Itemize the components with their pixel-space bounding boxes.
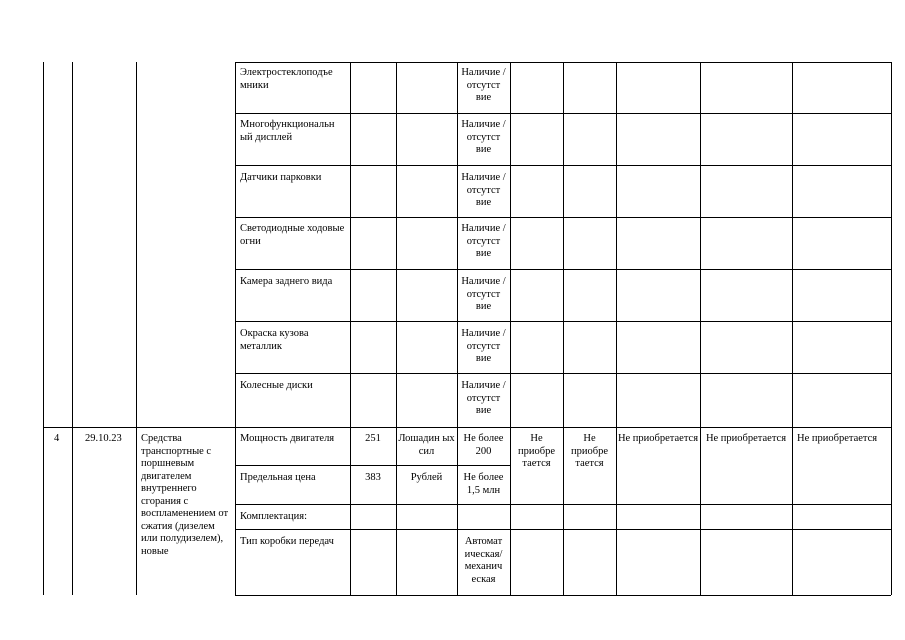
row-line bbox=[235, 217, 891, 218]
row-line bbox=[235, 595, 891, 596]
presence-text: Наличие /отсутст вие bbox=[461, 380, 506, 416]
char-requirement: Не более 200 bbox=[463, 433, 504, 457]
presence-text: Наличие /отсутст вие bbox=[461, 276, 506, 312]
item-date: 29.10.23 bbox=[85, 433, 122, 444]
char-requirement: Не более 1,5 млн bbox=[463, 472, 504, 496]
char-value: 383 bbox=[365, 472, 381, 483]
row-line bbox=[235, 321, 891, 322]
col-number-line bbox=[72, 62, 73, 595]
row-line bbox=[235, 427, 891, 428]
item4-top-line bbox=[43, 427, 236, 428]
item-description: Средства транспортные с поршневым двигателем внутреннего сгорания с воспламенением от сжатия (дизелем или полудизелем), новые bbox=[141, 433, 229, 557]
col-unit-line bbox=[396, 62, 397, 595]
row-line bbox=[235, 165, 891, 166]
row-line bbox=[235, 269, 891, 270]
row-line bbox=[235, 113, 891, 114]
left-border-line bbox=[43, 62, 44, 595]
presence-text: Наличие /отсутст вие bbox=[461, 172, 506, 208]
char-name: Тип коробки передач bbox=[240, 536, 334, 547]
col-value-line bbox=[350, 62, 351, 595]
row-line bbox=[235, 529, 891, 530]
status-cell: Не приобретается bbox=[617, 433, 699, 444]
item-number: 4 bbox=[54, 433, 60, 444]
status-cell: Не приобре тается bbox=[571, 433, 608, 469]
char-name: Электростеклоподъе мники bbox=[240, 67, 333, 91]
char-name: Многофункциональн ый дисплей bbox=[240, 119, 335, 143]
right-border-line bbox=[891, 62, 892, 595]
status-cell: Не приобре тается bbox=[518, 433, 555, 469]
row-line bbox=[235, 465, 510, 466]
row-line bbox=[235, 62, 891, 63]
col-char-line bbox=[235, 62, 236, 595]
char-name: Светодиодные ходовые огни bbox=[240, 223, 345, 247]
col-status3-line bbox=[616, 62, 617, 595]
status-cell: Не приобретается bbox=[797, 433, 878, 444]
char-name: Камера заднего вида bbox=[240, 276, 333, 287]
col-status5-line bbox=[792, 62, 793, 595]
status-cell: Не приобретается bbox=[705, 433, 787, 444]
col-status1-line bbox=[510, 62, 511, 595]
presence-text: Наличие /отсутст вие bbox=[461, 223, 506, 259]
row-line bbox=[235, 504, 891, 505]
char-unit: Рублей bbox=[410, 472, 443, 483]
char-name: Предельная цена bbox=[240, 472, 316, 483]
row-line bbox=[235, 373, 891, 374]
col-status4-line bbox=[700, 62, 701, 595]
char-unit: Лошадин ых сил bbox=[398, 433, 455, 457]
char-name: Комплектация: bbox=[240, 511, 308, 522]
char-name: Колесные диски bbox=[240, 380, 313, 391]
char-name: Окраска кузова металлик bbox=[240, 328, 309, 352]
col-date-line bbox=[136, 62, 137, 595]
presence-text: Наличие /отсутст вие bbox=[461, 328, 506, 364]
char-requirement: Автомат ическая/ механич еская bbox=[464, 536, 503, 585]
presence-text: Наличие /отсутст вие bbox=[461, 119, 506, 155]
char-name: Мощность двигателя bbox=[240, 433, 335, 444]
char-value: 251 bbox=[365, 433, 381, 444]
presence-text: Наличие /отсутст вие bbox=[461, 67, 506, 103]
col-status2-line bbox=[563, 62, 564, 595]
char-name: Датчики парковки bbox=[240, 172, 322, 183]
